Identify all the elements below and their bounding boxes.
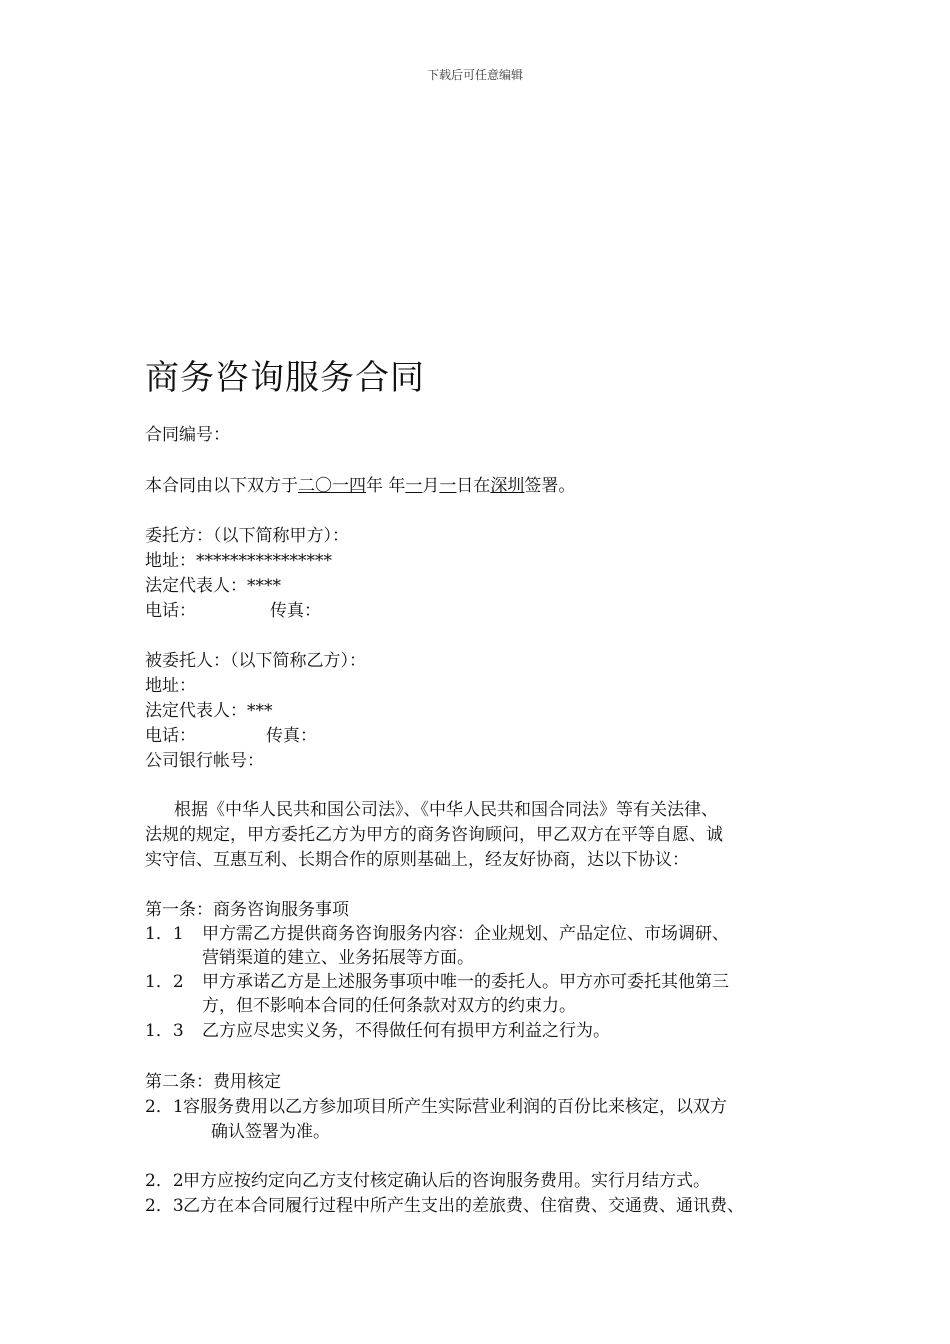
sign-day: 一 [439,476,457,496]
sign-place: 深圳 [490,476,525,496]
sign-month: 一 [405,476,423,496]
article2-item [145,1194,744,1219]
article2-item [145,1095,727,1120]
item-text: 乙方应尽忠实义务，不得做任何有损甲方利益之行为。 [202,1021,610,1041]
article2-heading: 第二条：费用核定 [145,1072,281,1092]
party-b-address: 地址： [145,676,196,696]
article1-item [145,1019,610,1044]
article1-item-cont: 方，但不影响本合同的任何条款对双方的约束力。 [202,996,576,1016]
article1-heading: 第一条：商务咨询服务事项 [145,900,349,920]
party-a-address: 地址：**************** [145,551,332,571]
party-b-contact [145,724,317,749]
party-b-legal-rep: 法定代表人：*** [145,701,273,721]
item-text: 甲方应按约定向乙方支付核定确认后的咨询服务费用。实行月结方式。 [183,1171,710,1191]
item-text: 乙方在本合同履行过程中所产生支出的差旅费、住宿费、交通费、通讯费、 [183,1196,744,1216]
item-number: 2．2 [145,1171,184,1191]
party-b-fax: 传真： [266,726,317,746]
signing-statement [145,474,575,499]
item-text: 甲方承诺乙方是上述服务事项中唯一的委托人。甲方亦可委托其他第三 [202,972,729,992]
party-b-phone: 电话： [145,726,196,746]
article2-item [145,1169,710,1194]
item-number: 1．1 [145,924,184,944]
party-b-bank-account: 公司银行帐号： [145,751,264,771]
party-a-contact [145,599,321,624]
article1-item-cont: 营销渠道的建立、业务拓展等方面。 [202,948,474,968]
item-text: 容服务费用以乙方参加项目所产生实际营业利润的百份比来核定，以双方 [183,1097,727,1117]
sign-prefix: 本合同由以下双方于 [145,476,298,496]
party-b-principal-label: 被委托人：（以下简称乙方）： [145,651,366,671]
preamble-line: 实守信、互惠互利、长期合作的原则基础上，经友好协商，达以下协议： [145,850,689,870]
item-number: 2．1 [145,1097,184,1117]
sign-year: 二〇一四 [298,476,366,496]
sign-year-suffix: 年 年 [366,476,406,496]
party-a-legal-rep: 法定代表人：**** [145,576,281,596]
article1-item [145,922,729,947]
party-a-principal [145,524,349,549]
contract-number-label: 合同编号： [145,425,230,445]
preamble-line: 法规的规定，甲方委托乙方为甲方的商务咨询顾问，甲乙双方在平等自愿、诚 [145,825,723,845]
sign-suffix: 签署。 [524,476,576,496]
article1-item [145,970,729,995]
sign-month-suffix: 月 [422,476,440,496]
party-a-fax: 传真： [270,601,321,621]
item-number: 2．3 [145,1196,184,1216]
header-note: 下载后可任意编辑 [426,68,523,82]
party-b-principal [145,649,366,674]
item-number: 1．2 [145,972,184,992]
article2-item-cont: 确认签署为准。 [211,1122,330,1142]
party-a-principal-label: 委托方：（以下简称甲方）： [145,526,349,546]
item-text: 甲方需乙方提供商务咨询服务内容：企业规划、产品定位、市场调研、 [202,924,729,944]
preamble-line: 根据《中华人民共和国公司法》、《中华人民共和国合同法》等有关法律、 [174,800,718,820]
item-number: 1．3 [145,1021,184,1041]
contract-title: 商务咨询服务合同 [145,358,425,398]
party-a-phone: 电话： [145,601,196,621]
sign-day-suffix: 日在 [456,476,491,496]
